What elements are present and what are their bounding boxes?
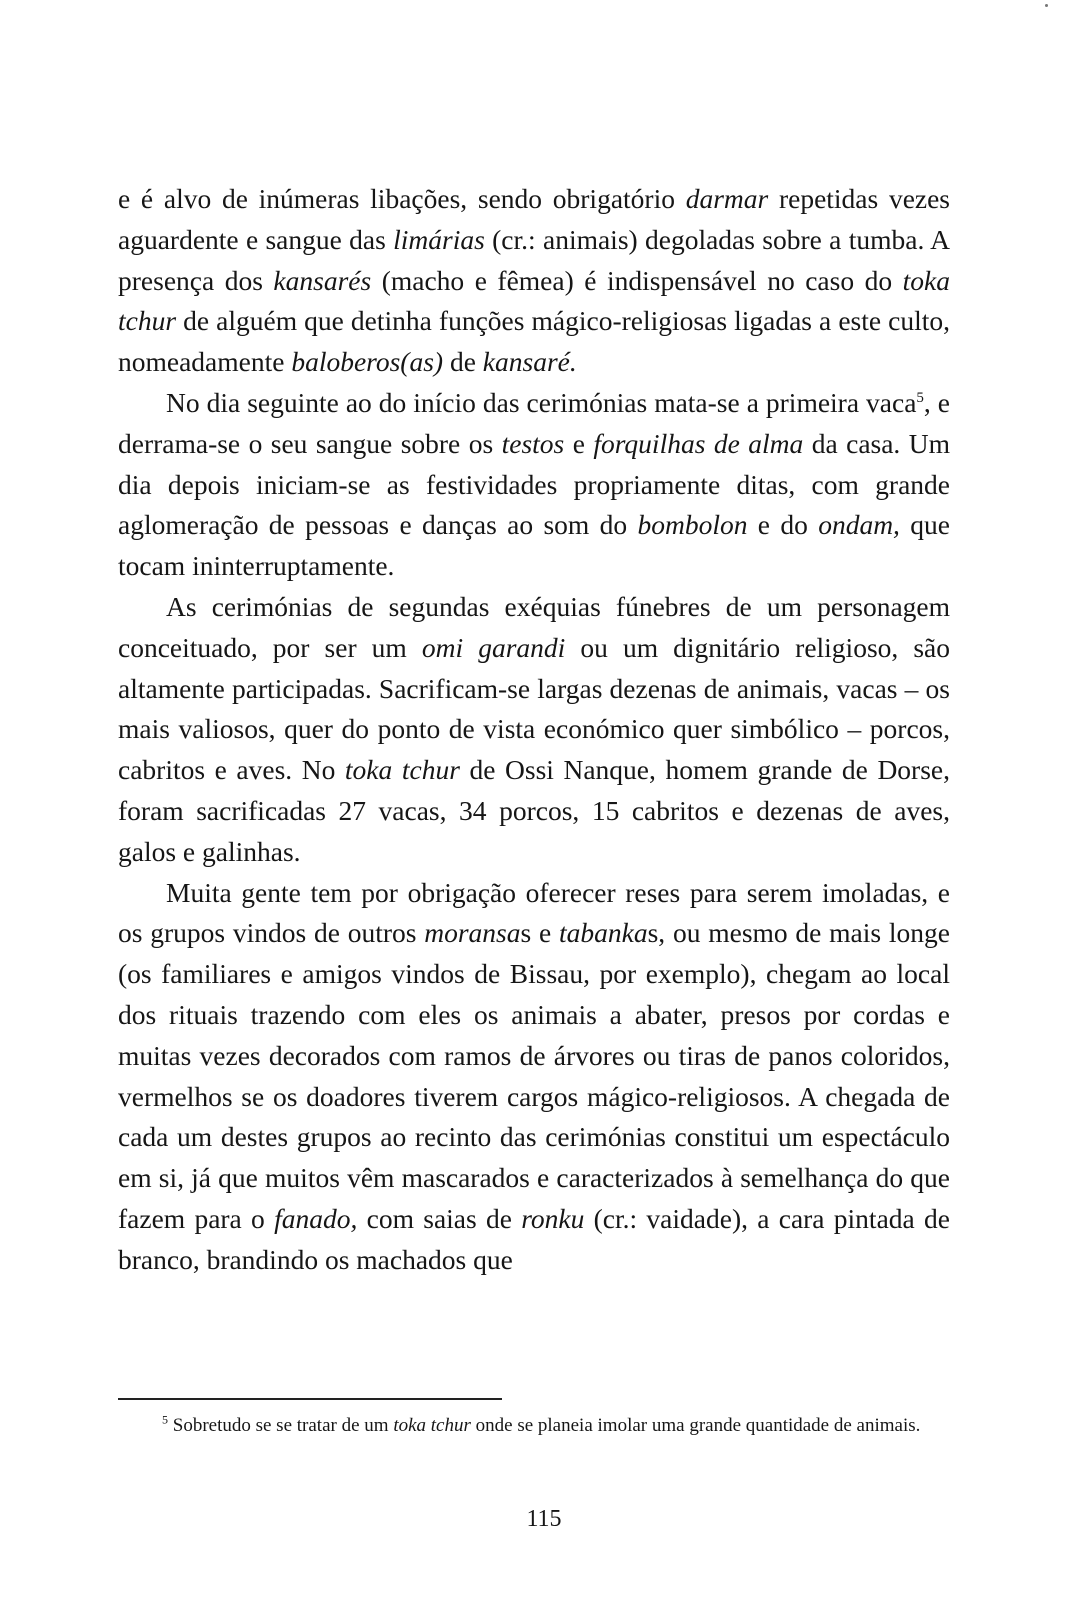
paragraph-3	[118, 587, 950, 873]
footnote-italic-toka-tchur: toka tchur	[393, 1415, 471, 1436]
p4-text-1: Muita gente tem por obrigação oferecer reses para serem imoladas, e os grupos vindos de outros	[118, 876, 950, 949]
p4-text-3: s, ou mesmo de mais longe (os familiares e amigos vindos de Bissau, por exemplo), chegam ao local dos rituais trazendo com eles os animais a abater, presos por cordas e muitas vezes decorados com ramos de árvores ou tiras de panos coloridos, vermelhos se os doadores tiverem cargos mágico-religiosos. A chegada de cada um destes grupos ao recinto das cerimónias constitui um espectáculo em si, já que muitos vêm mascarados e caracterizados à semelhança do que fazem para o	[118, 917, 950, 1234]
p1-italic-baloberos: baloberos(as)	[291, 346, 444, 378]
scan-speck	[1045, 4, 1048, 7]
p3-italic-omi-garandi: omi garandi	[421, 631, 566, 663]
p2-italic-forquilhas: forquilhas de alma	[593, 427, 804, 459]
p2-text-1: No dia seguinte ao do início das cerimónias mata-se a primeira vaca	[166, 386, 917, 418]
p1-italic-toka-tchur: toka tchur	[118, 264, 950, 337]
p3-text-2: ou um dignitário religioso, são altamente participadas. Sacrificam-se largas dezenas de animais, vacas – os mais valiosos, quer do ponto de vista económico quer simbólico – porcos, cabritos e aves. No	[118, 631, 951, 786]
p1-text-2: repetidas vezes aguardente e sangue das	[118, 183, 951, 255]
p4-italic-ronku: ronku	[521, 1202, 585, 1234]
p4-italic-moransa: moransa	[424, 917, 521, 949]
p2-italic-ondam: ondam,	[818, 509, 900, 541]
p4-italic-fanado: fanado,	[274, 1202, 358, 1234]
p2-italic-bombolon: bombolon	[637, 509, 748, 541]
p2-italic-testos: testos	[501, 427, 565, 459]
p3-text-3: de Ossi Nanque, homem grande de Dorse, foram sacrificadas 27 vacas, 34 porcos, 15 cabritos e dezenas de aves, galos e galinhas.	[118, 754, 951, 867]
p1-italic-darmar: darmar	[685, 183, 769, 214]
p1-text-6: de	[443, 346, 483, 378]
p2-text-5: e do	[747, 509, 819, 541]
p2-text-3: e	[564, 427, 594, 459]
footnote-text-2: onde se planeia imolar uma grande quantidade de animais.	[470, 1415, 921, 1436]
p2-text-4: da casa. Um dia depois iniciam-se as festividades propriamente ditas, com grande aglomeração de pessoas e danças ao som do	[118, 427, 950, 541]
footnote-text-1: Sobretudo se se tratar de um	[168, 1415, 394, 1436]
paragraph-2	[118, 383, 950, 587]
p1-text-5: de alguém que detinha funções mágico-religiosas ligadas a este culto, nomeadamente	[118, 305, 950, 378]
p1-text-3: (cr.: animais) degoladas sobre a tumba. A presença dos	[118, 223, 950, 296]
p4-text-2: s e	[520, 917, 559, 949]
p4-text-5: (cr.: vaidade), a cara pintada de branco, brandindo os machados que	[118, 1202, 950, 1275]
p4-italic-tabanka: tabanka	[558, 917, 648, 949]
footnote-divider	[118, 1398, 502, 1400]
p2-text-6: que tocam ininterruptamente.	[118, 509, 950, 582]
p1-text-4: (macho e fêmea) é indispensável no caso do	[371, 264, 903, 296]
p1-italic-kansares: kansarés	[273, 264, 372, 296]
p1-italic-limarias: limárias	[393, 223, 485, 255]
footnote-reference[interactable]: 5	[916, 389, 924, 406]
p3-text-1: As cerimónias de segundas exéquias fúnebres de um personagem conceituado, por ser um	[118, 590, 950, 663]
page-number: 115	[526, 1506, 562, 1532]
paragraph-1	[118, 179, 950, 383]
p1-italic-kansare: kansaré.	[482, 346, 577, 378]
p4-text-4: com saias de	[357, 1202, 522, 1234]
p1-text-1: e é alvo de inúmeras libações, sendo obrigatório	[118, 183, 686, 214]
footnote-number: 5	[162, 1412, 168, 1427]
body-text	[118, 179, 950, 1281]
paragraph-4	[118, 873, 950, 1281]
p2-text-2: , e derrama-se o seu sangue sobre os	[118, 386, 950, 459]
p3-italic-toka-tchur: toka tchur	[344, 754, 460, 786]
footnote	[118, 1412, 950, 1440]
